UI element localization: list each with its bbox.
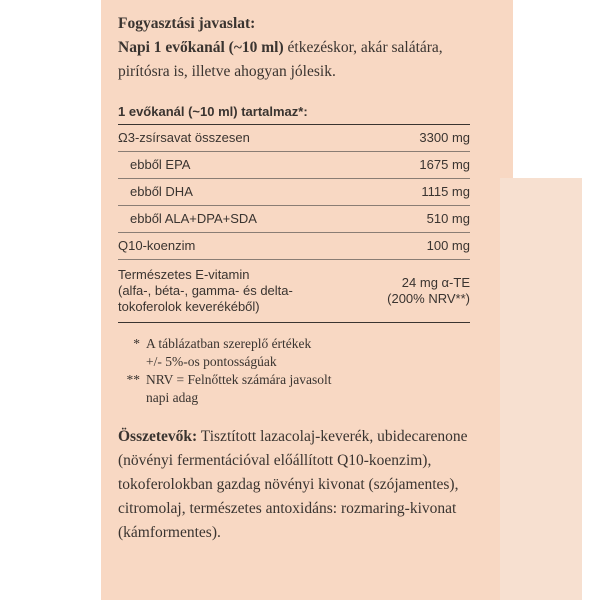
row-name <box>118 267 293 315</box>
usage-title: Fogyasztási javaslat: <box>118 15 256 32</box>
footnotes <box>118 335 478 407</box>
table-row <box>118 206 470 233</box>
ingredients-label: Összetevők: <box>118 428 198 445</box>
footnote-text <box>146 371 332 407</box>
nutrition-table-title: 1 evőkanál (~10 ml) tartalmaz*: <box>118 103 470 125</box>
vitamin-e-nrv: (200% NRV**) <box>387 291 470 306</box>
vitamin-e-name: Természetes E-vitamin <box>118 267 250 282</box>
footnote-line: A táblázatban szereplő értékek <box>146 336 312 351</box>
nutrition-table <box>118 125 470 323</box>
row-value: 1115 mg <box>421 184 470 199</box>
usage-text <box>118 36 478 84</box>
row-name: Q10-koenzim <box>118 238 196 253</box>
row-name: Ω3-zsírsavat összesen <box>118 130 250 145</box>
row-value: 100 mg <box>426 238 470 253</box>
footnote-mark: * <box>133 336 140 351</box>
footnote <box>118 371 478 407</box>
row-name: ebből EPA <box>130 157 191 172</box>
vitamin-e-amount: 24 mg α-TE <box>401 275 470 290</box>
table-row <box>118 233 470 260</box>
vitamin-e-detail: (alfa-, béta-, gamma- és delta- <box>118 283 293 298</box>
footnote-text <box>146 335 311 371</box>
table-row <box>118 125 470 152</box>
footnote <box>118 335 478 371</box>
usage-dose: Napi 1 evőkanál (~10 ml) <box>118 39 284 56</box>
row-name: ebből DHA <box>130 184 193 199</box>
footnote-mark: ** <box>126 372 140 387</box>
table-row <box>118 260 470 323</box>
row-value: 1675 mg <box>419 157 470 172</box>
label-content <box>118 12 478 561</box>
row-value: 510 mg <box>426 211 470 226</box>
ingredients-text: Tisztított lazacolaj-keverék, ubidecarenone (növényi fermentációval előállított Q10-koenzim), tokoferolokban gazdag növényi kivonat (szójamentes), citromolaj, természetes antoxidáns: rozmaring-kivonat (kámformentes). <box>118 428 468 541</box>
vitamin-e-detail-2: tokoferolok keverékéből) <box>118 299 260 314</box>
usage-instructions: étkezéskor, akár salátára, pirítósra is, illetve ahogyan jólesik. <box>118 39 443 80</box>
footnote-line: napi adag <box>146 390 199 405</box>
label-edge-strip <box>500 178 582 600</box>
footnote-line: NRV = Felnőttek számára javasolt <box>146 372 332 387</box>
footnote-line: +/- 5%-os pontosságúak <box>146 354 277 369</box>
ingredients <box>118 425 478 545</box>
row-value <box>387 275 470 307</box>
row-name: ebből ALA+DPA+SDA <box>130 211 257 226</box>
row-value: 3300 mg <box>419 130 470 145</box>
table-row <box>118 152 470 179</box>
table-row <box>118 179 470 206</box>
